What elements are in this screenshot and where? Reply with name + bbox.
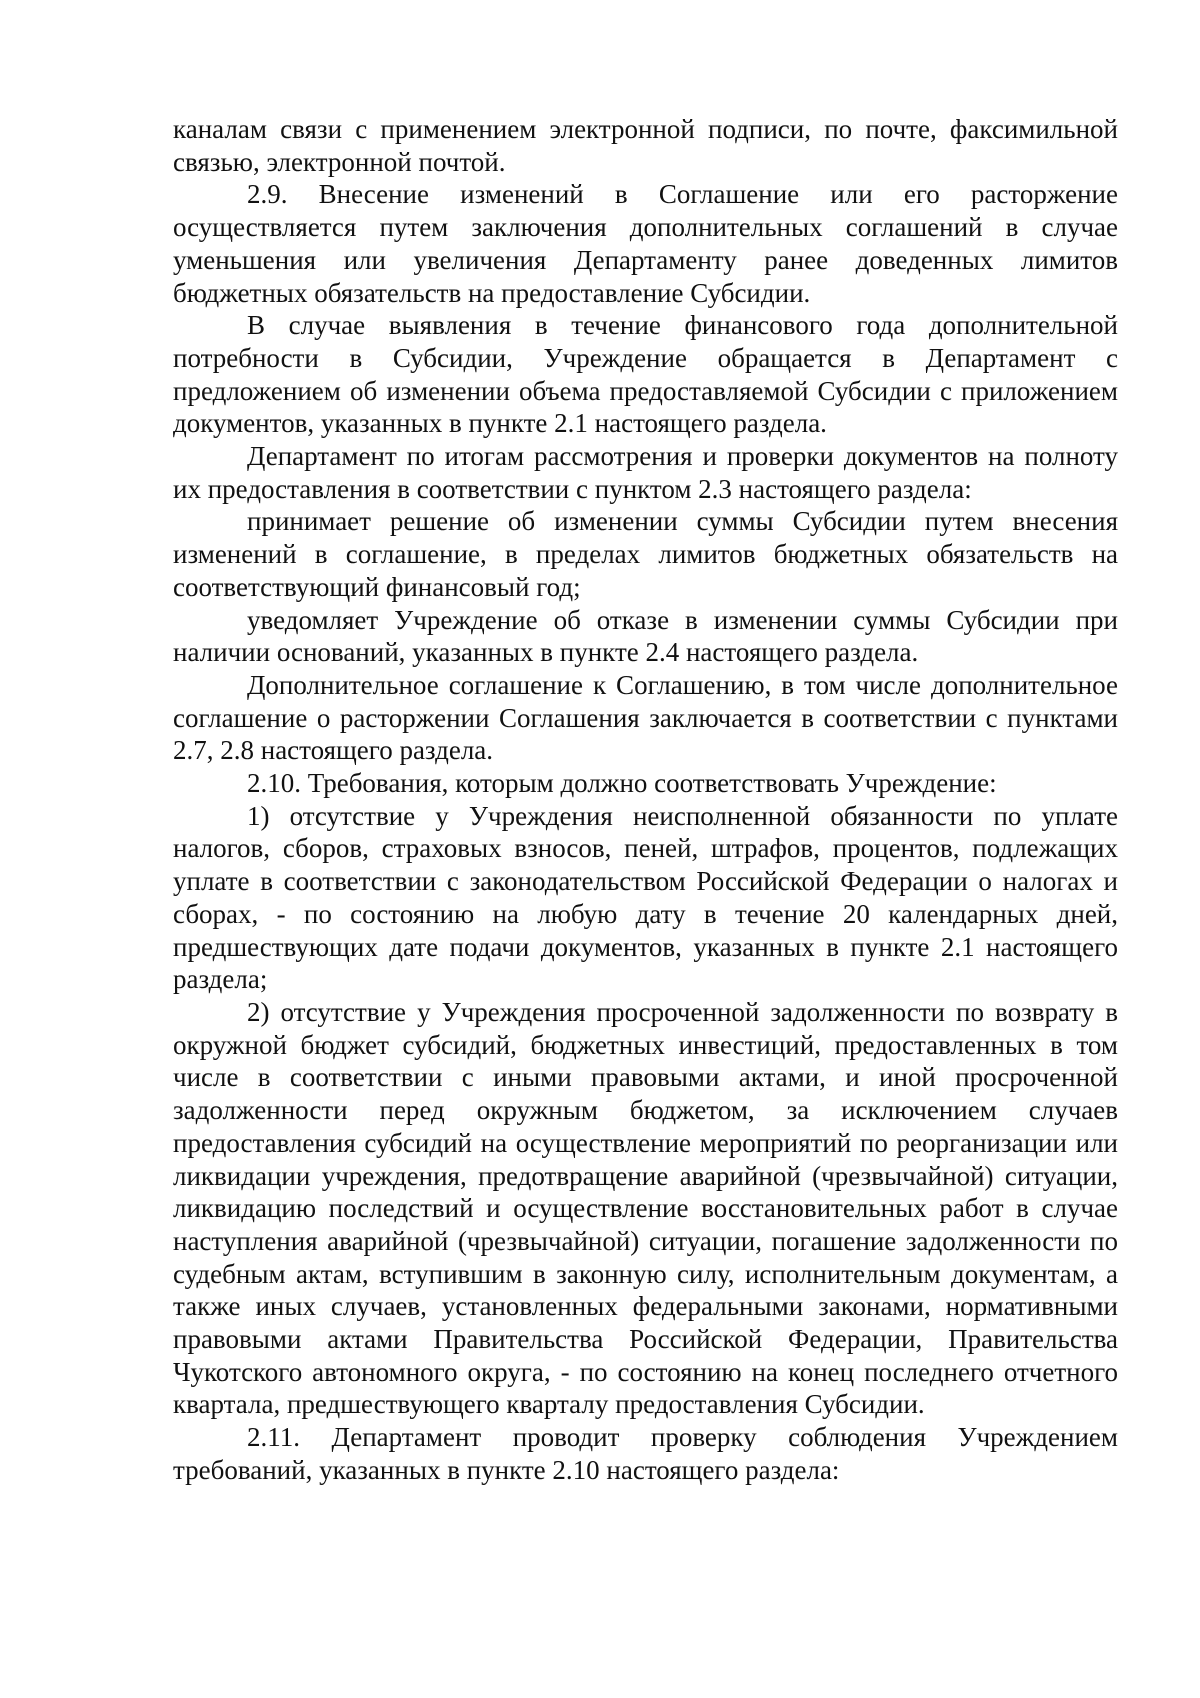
paragraph-2-10: 2.10. Требования, которым должно соответствовать Учреждение: (247, 768, 997, 799)
document-page (173, 113, 1118, 1487)
paragraph-requirement-2: 2) отсутствие у Учреждения просроченной задолженности по возврату в окружной бюджет субсидий, бюджетных инвестиций, предоставленных в том числе в соответствии с иными правовыми актами, и иной просроченной задолженности перед окружным бюджетом, за исключением случаев предоставления субсидий на осуществление мероприятий по реорганизации или ликвидации учреждения, предотвращение аварийной (чрезвычайной) ситуации, ликвидацию последствий и осуществление восстановительных работ в случае наступления аварийной (чрезвычайной) ситуации, погашение задолженности по судебным актам, вступившим в законную силу, исполнительным документам, а также иных случаев, установленных федеральными законами, нормативными правовыми актами Правительства Российской Федерации, Правительства Чукотского автономного округа, - по состоянию на конец последнего отчетного квартала, предшествующего кварталу предоставления Субсидии. (173, 996, 1118, 1420)
paragraph-requirement-1: 1) отсутствие у Учреждения неисполненной обязанности по уплате налогов, сборов, страховых взносов, пеней, штрафов, процентов, подлежащих уплате в соответствии с законодательством Российской Федерации о налогах и сборах, - по состоянию на любую дату в течение 20 календарных дней, предшествующих дате подачи документов, указанных в пункте 2.1 настоящего раздела; (173, 800, 1118, 995)
paragraph-department-review: Департамент по итогам рассмотрения и проверки документов на полноту их предоставления в соответствии с пунктом 2.3 настоящего раздела: (173, 441, 1118, 504)
paragraph-additional-need: В случае выявления в течение финансового года дополнительной потребности в Субсидии, Учреждение обращается в Департамент с предложением об изменении объема предоставляемой Субсидии с приложением документов, указанных в пункте 2.1 настоящего раздела. (173, 310, 1118, 439)
paragraph-2-11: 2.11. Департамент проводит проверку соблюдения Учреждением требований, указанных в пункте 2.10 настоящего раздела: (173, 1422, 1118, 1485)
paragraph-decision-change: принимает решение об изменении суммы Субсидии путем внесения изменений в соглашение, в пределах лимитов бюджетных обязательств на соответствующий финансовый год; (173, 506, 1118, 602)
paragraph-continuation: каналам связи с применением электронной подписи, по почте, факсимильной связью, электронной почтой. (173, 114, 1118, 177)
paragraph-2-9: 2.9. Внесение изменений в Соглашение или его расторжение осуществляется путем заключения дополнительных соглашений в случае уменьшения или увеличения Департаменту ранее доведенных лимитов бюджетных обязательств на предоставление Субсидии. (173, 179, 1118, 308)
paragraph-additional-agreement: Дополнительное соглашение к Соглашению, в том числе дополнительное соглашение о расторжении Соглашения заключается в соответствии с пунктами 2.7, 2.8 настоящего раздела. (173, 669, 1118, 766)
paragraph-notify-refusal: уведомляет Учреждение об отказе в изменении суммы Субсидии при наличии оснований, указанных в пункте 2.4 настоящего раздела. (173, 604, 1118, 668)
